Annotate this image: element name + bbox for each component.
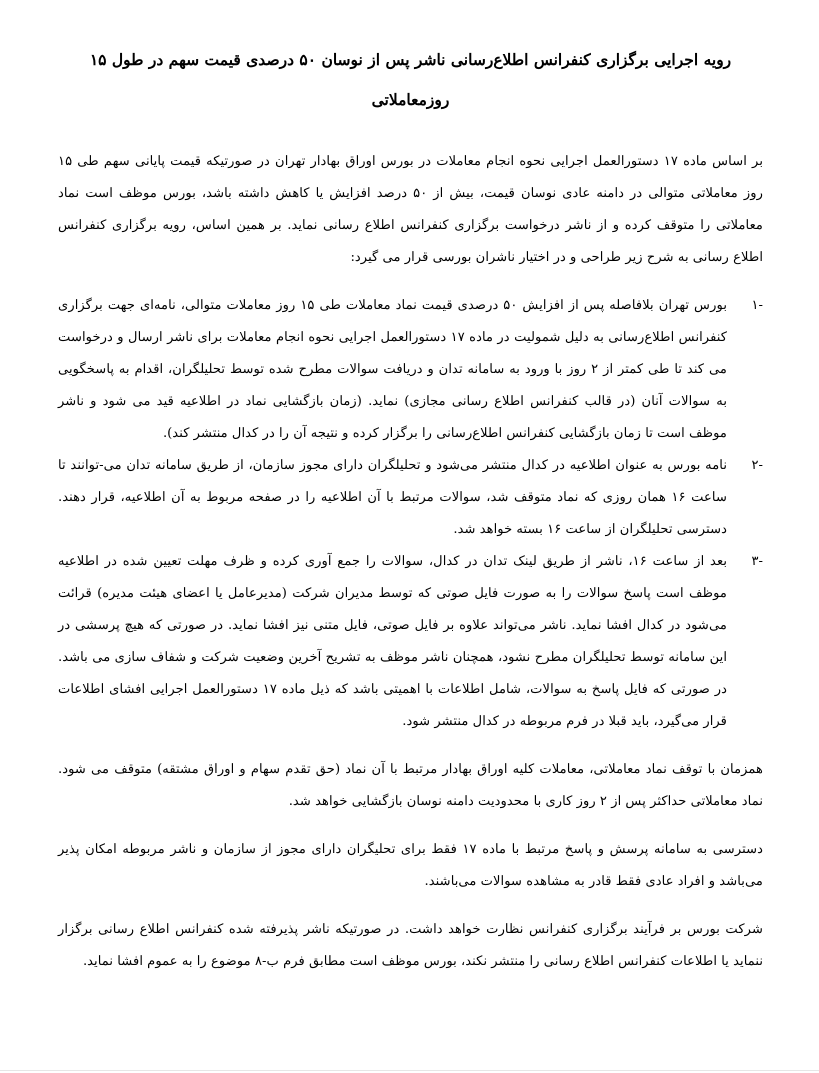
symbol-halt-paragraph: همزمان با توقف نماد معاملاتی، معاملات کلیه اوراق بهادار مرتبط با آن نماد (حق تقدم سهام و اوراق مشتقه) متوقف می شود. نماد معاملاتی حداکثر پس از ۲ روز کاری با محدودیت دامنه نوسان بازگشایی خواهد شد. (58, 762, 763, 809)
supervision-paragraph: شرکت بورس بر فرآیند برگزاری کنفرانس نظارت خواهد داشت. در صورتیکه ناشر پذیرفته شده کنفرانس اطلاع رسانی برگزار ننماید یا اطلاعات کنفرانس اطلاع رسانی را منتشر نکند، بورس موظف است مطابق فرم ب-۸ موضوع را به عموم افشا نماید. (58, 922, 763, 969)
list-item-text: نامه بورس به عنوان اطلاعیه در کدال منتشر می‌شود و تحلیلگران دارای مجوز سازمان، از طریق سامانه تدان می-توانند تا ساعت ۱۶ همان روزی که نماد متوقف شد، سوالات مرتبط با آن اطلاعیه را در صفحه مربوط به آن اطلاعیه، قرار دهند. دسترسی تحلیلگران از ساعت ۱۶ بسته خواهد شد. (58, 458, 727, 537)
access-paragraph: دسترسی به سامانه پرسش و پاسخ مرتبط با ماده ۱۷ فقط برای تحلیگران دارای مجوز از سازمان و ناشر مربوطه امکان پذیر می‌باشد و افراد عادی فقط قادر به مشاهده سوالات می‌باشند. (58, 842, 763, 889)
list-item-number: -۱ (751, 298, 763, 313)
list-item-3 (58, 546, 763, 738)
list-item-text: بعد از ساعت ۱۶، ناشر از طریق لینک تدان در کدال، سوالات را جمع آوری کرده و ظرف مهلت تعیین شده در اطلاعیه موظف است پاسخ سوالات را به صورت فایل صوتی که توسط مدیران شرکت (مدیرعامل یا اعضای هیئت مدیره) قرائت می‌شود در کدال افشا نماید. ناشر می‌تواند علاوه بر فایل صوتی، فایل متنی نیز افشا نماید. در صورتی که هیچ پرسشی در این سامانه توسط تحلیلگران مطرح نشود، همچنان ناشر موظف به تشریح آخرین وضعیت شرکت و شفاف سازی می باشد. در صورتی که فایل پاسخ به سوالات، شامل اطلاعات با اهمیتی باشد که ذیل ماده ۱۷ دستورالعمل اجرایی افشای اطلاعات قرار می‌گیرد، باید قبلا در فرم مربوطه در کدال منتشر شود. (58, 554, 727, 729)
list-item-number: -۲ (751, 458, 763, 473)
intro-paragraph: بر اساس ماده ۱۷ دستورالعمل اجرایی نحوه انجام معاملات در بورس اوراق بهادار تهران در صورتیکه قیمت پایانی سهم طی ۱۵ روز معاملاتی متوالی در دامنه عادی نوسان قیمت، بیش از ۵۰ درصد افزایش یا کاهش داشته باشد، بورس موظف است نماد معاملاتی را متوقف کرده و از ناشر درخواست برگزاری کنفرانس اطلاع رسانی نماید. بر همین اساس، رویه برگزاری کنفرانس اطلاع رسانی به شرح زیر طراحی و در اختیار ناشران بورسی قرار می گیرد: (58, 154, 763, 265)
procedure-list (58, 290, 763, 738)
list-item-text: بورس تهران بلافاصله پس از افزایش ۵۰ درصدی قیمت نماد معاملات طی ۱۵ روز معاملات متوالی، نامه‌ای جهت برگزاری کنفرانس اطلاع‌رسانی به دلیل شمولیت در ماده ۱۷ دستورالعمل اجرایی نحوه انجام معاملات برای ناشر ارسال و درخواست می کند تا طی کمتر از ۲ روز با ورود به سامانه تدان و دریافت سوالات مطرح شده توسط تحلیلگران، اقدام به پاسخگویی به سوالات آنان (در قالب کنفرانس اطلاع رسانی مجازی) نماید. (زمان بازگشایی نماد در اطلاعیه قید می شود و ناشر موظف است تا زمان بازگشایی کنفرانس اطلاع‌رسانی را برگزار کرده و نتیجه آن را در کدال منتشر کند). (58, 298, 727, 441)
list-item-1 (58, 290, 763, 450)
list-item-number: -۳ (751, 554, 763, 569)
list-item-2 (58, 450, 763, 546)
page-bottom-rule (0, 1070, 819, 1071)
document-title: رویه اجرایی برگزاری کنفرانس اطلاع‌رسانی ناشر پس از نوسان ۵۰ درصدی قیمت سهم در طول ۱۵ روزمعاملاتی (89, 50, 732, 109)
